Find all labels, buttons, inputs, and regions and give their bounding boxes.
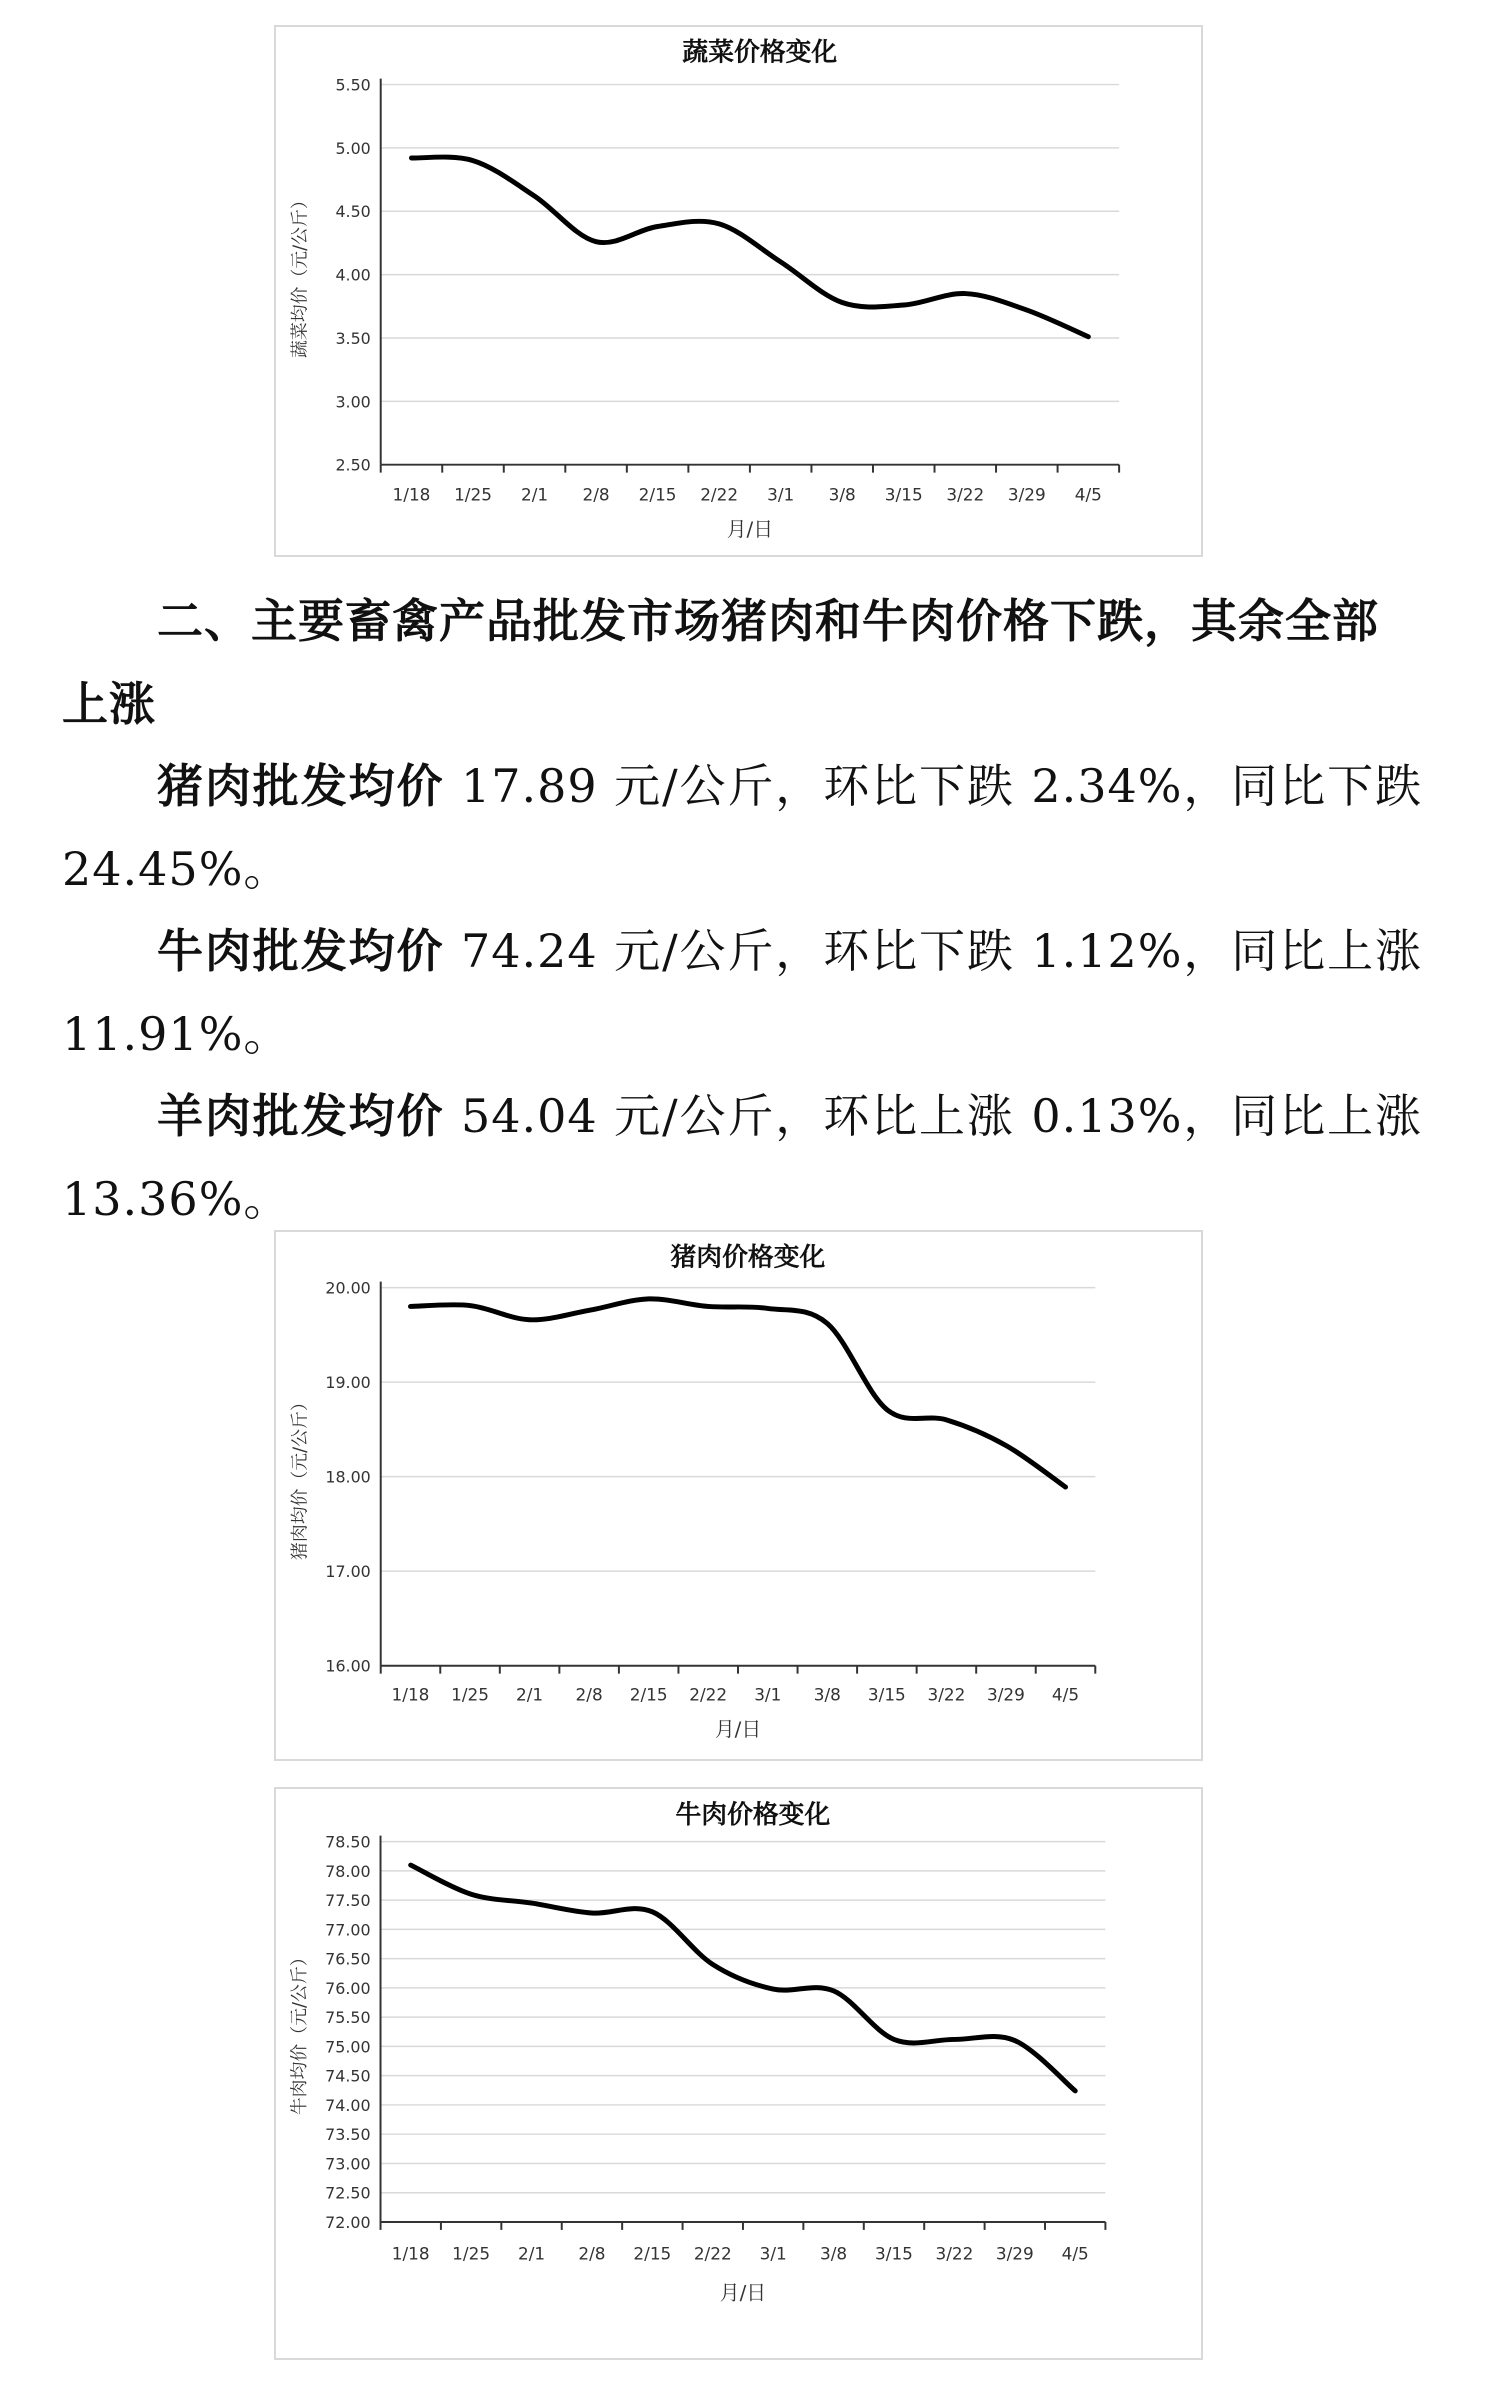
y-tick-label: 17.00 [325,1562,371,1582]
chart-title: 猪肉价格变化 [670,1242,826,1273]
y-tick-label: 72.00 [325,2212,371,2232]
pork-price-chart [274,1230,1203,1761]
y-tick-label: 75.00 [325,2037,371,2057]
pork-price-chart-svg [276,1232,1201,1759]
x-axis-label: 月/日 [726,518,774,542]
x-axis-label: 月/日 [719,2281,767,2305]
series-line [410,1299,1065,1487]
pork-text: 17.89 元/公斤，环比下跌 2.34%，同比下跌 24.45%。 [62,759,1423,896]
x-tick-label: 2/22 [700,484,739,505]
y-tick-label: 77.50 [325,1891,371,1911]
y-axis-label: 蔬菜均价（元/公斤） [289,191,311,359]
x-tick-label: 2/15 [629,1684,668,1705]
x-tick-label: 2/22 [689,1684,728,1705]
x-tick-label: 3/22 [946,484,985,505]
y-axis-label: 牛肉均价（元/公斤） [289,1948,311,2116]
x-axis-label: 月/日 [714,1718,762,1742]
y-tick-label: 72.50 [325,2183,371,2203]
x-tick-label: 2/8 [582,484,610,505]
y-tick-label: 4.00 [335,265,371,285]
series-line [411,157,1088,337]
y-tick-label: 3.00 [335,392,371,412]
x-tick-label: 3/8 [828,484,856,505]
x-tick-label: 4/5 [1074,484,1102,505]
y-tick-label: 76.00 [325,1978,371,1998]
y-tick-label: 78.00 [325,1861,371,1881]
x-tick-label: 1/18 [391,2243,430,2264]
pork-paragraph [62,745,1422,911]
x-tick-label: 3/29 [995,2243,1034,2264]
x-tick-label: 1/18 [392,484,431,505]
x-tick-label: 1/25 [451,1684,489,1705]
vegetable-price-chart [274,25,1203,557]
x-tick-label: 4/5 [1051,1684,1080,1705]
x-tick-label: 3/22 [935,2243,974,2264]
y-tick-label: 74.00 [325,2095,371,2115]
x-tick-label: 2/15 [633,2243,672,2264]
x-tick-label: 2/8 [578,2243,606,2264]
mutton-text: 54.04 元/公斤，环比上涨 0.13%，同比上涨 13.36%。 [62,1089,1423,1226]
y-tick-label: 77.00 [325,1920,371,1940]
y-tick-label: 5.50 [335,75,371,95]
y-tick-label: 73.00 [325,2154,371,2174]
mutton-lead: 羊肉批发均价 [157,1089,445,1143]
x-tick-label: 3/29 [1007,484,1046,505]
pork-lead: 猪肉批发均价 [157,759,445,813]
series-line [411,1865,1076,2091]
beef-price-chart-svg [276,1789,1201,2358]
y-tick-label: 3.50 [335,328,371,348]
y-tick-label: 76.50 [325,1949,371,1969]
y-tick-label: 20.00 [325,1278,371,1298]
x-tick-label: 3/1 [767,484,795,505]
x-tick-label: 4/5 [1061,2243,1089,2264]
beef-lead: 牛肉批发均价 [157,924,445,978]
x-tick-label: 2/8 [575,1684,603,1705]
x-tick-label: 1/25 [454,484,492,505]
y-tick-label: 2.50 [335,455,371,475]
x-tick-label: 3/15 [867,1684,906,1705]
x-tick-label: 3/29 [987,1684,1025,1705]
y-tick-label: 74.50 [325,2066,371,2086]
section-heading: 二、主要畜禽产品批发市场猪肉和牛肉价格下跌，其余全部上涨 [62,594,1379,731]
x-tick-label: 3/8 [813,1684,841,1705]
y-tick-label: 4.50 [335,202,371,222]
mutton-paragraph [62,1075,1422,1241]
x-tick-label: 3/1 [759,2243,787,2264]
x-tick-label: 3/8 [820,2243,848,2264]
y-tick-label: 18.00 [325,1467,371,1487]
x-tick-label: 1/18 [391,1684,430,1705]
y-tick-label: 73.50 [325,2125,371,2145]
chart-title: 蔬菜价格变化 [682,37,838,68]
x-tick-label: 3/15 [875,2243,913,2264]
x-tick-label: 2/1 [516,1684,544,1705]
x-tick-label: 2/1 [520,484,549,505]
y-tick-label: 78.50 [325,1832,371,1852]
y-tick-label: 5.00 [335,138,371,158]
x-tick-label: 3/22 [927,1684,966,1705]
y-tick-label: 16.00 [325,1656,371,1676]
x-tick-label: 1/25 [452,2243,491,2264]
beef-paragraph [62,910,1422,1076]
x-tick-label: 3/1 [754,1684,782,1705]
vegetable-price-chart-svg [276,27,1201,555]
x-tick-label: 2/22 [693,2243,732,2264]
x-tick-label: 3/15 [884,484,923,505]
beef-text: 74.24 元/公斤，环比下跌 1.12%，同比上涨 11.91%。 [62,924,1423,1061]
y-tick-label: 75.50 [325,2008,371,2028]
chart-title: 牛肉价格变化 [675,1799,831,1830]
x-tick-label: 2/15 [638,484,677,505]
x-tick-label: 2/1 [517,2243,546,2264]
y-axis-label: 猪肉均价（元/公斤） [289,1393,311,1561]
beef-price-chart [274,1787,1203,2360]
y-tick-label: 19.00 [325,1373,371,1393]
